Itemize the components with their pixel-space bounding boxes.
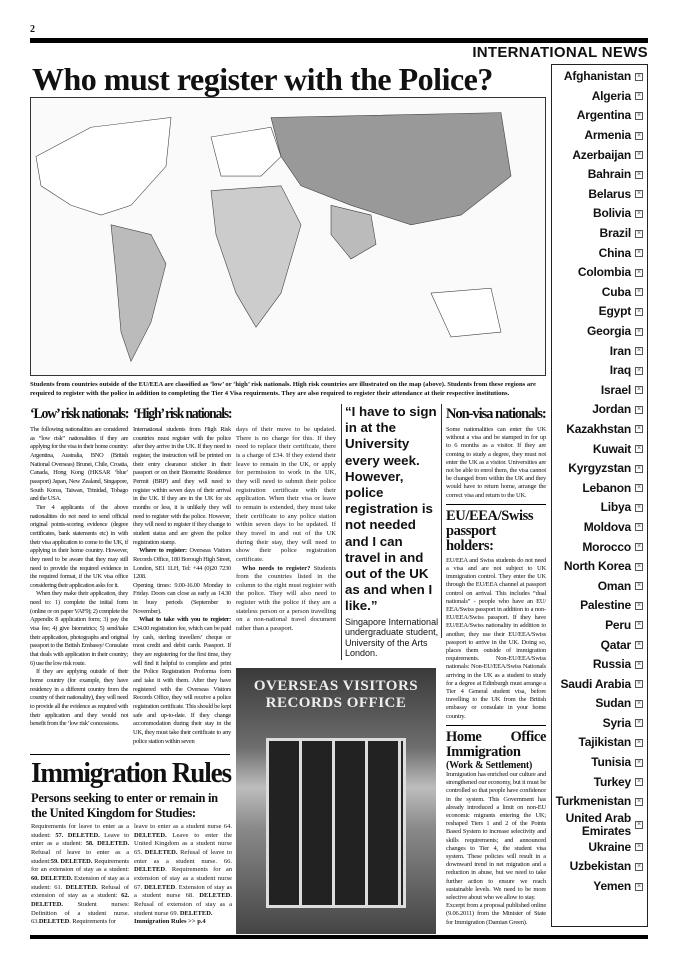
country-item [552, 87, 647, 107]
country-item [552, 185, 647, 205]
checkbox-icon: × [635, 523, 643, 531]
country-name: Uzbekistan [569, 859, 631, 874]
homeoffice-subheading: (Work & Settlement) [446, 759, 533, 771]
checkbox-icon: × [635, 190, 643, 198]
country-name: Armenia [584, 128, 631, 143]
checkbox-icon: × [635, 92, 643, 100]
checkbox-icon: × [635, 73, 643, 81]
country-name: United Arab Emirates [565, 810, 631, 838]
country-name: Israel [600, 382, 631, 397]
country-item [552, 341, 647, 361]
right-column [446, 406, 546, 927]
country-name: Palestine [580, 598, 631, 613]
country-item [552, 439, 647, 459]
country-name: Peru [605, 617, 631, 632]
checkbox-icon: × [635, 230, 643, 238]
checkbox-icon: × [635, 347, 643, 355]
country-name: Iran [609, 343, 631, 358]
checkbox-icon: × [635, 863, 643, 871]
country-item [552, 478, 647, 498]
checkbox-icon: × [635, 883, 643, 891]
map-graphic [31, 98, 545, 375]
country-name: Tajikistan [578, 735, 631, 750]
rules-heading: Immigration Rules [31, 758, 231, 789]
high-risk-country-list [551, 64, 648, 927]
country-name: Egypt [598, 304, 631, 319]
checkbox-icon: × [635, 719, 643, 727]
country-name: Turkey [593, 774, 631, 789]
label: Who needs to register? [242, 564, 311, 572]
quote-text: “I have to sign in at the University every week. However, police registration is not needed and I can travel in and out of the UK as and when I like.” [345, 404, 437, 614]
checkbox-icon: × [635, 465, 643, 473]
country-item [552, 812, 647, 838]
country-item [552, 772, 647, 792]
country-name: Georgia [587, 324, 631, 339]
country-name: Ukraine [588, 839, 631, 854]
country-item [552, 243, 647, 263]
checkbox-icon: × [635, 700, 643, 708]
checkbox-icon: × [635, 843, 643, 851]
country-item [552, 322, 647, 342]
bottom-rule [30, 935, 648, 939]
checkbox-icon: × [635, 445, 643, 453]
checkbox-icon: × [635, 759, 643, 767]
country-item [552, 596, 647, 616]
country-name: China [598, 245, 631, 260]
rules-column-2: leave to enter as a student nurse 64. DELETED. Leave to enter the United Kingdom as a student nurse 65. DELETED. Refusal of leave to enter as a student nurse. 66. DELETED. Requirements for an extension of stay as a student nurse 67. DELETED. Extension of stay as a student nurse 68. DELETED. Refusal of extension of stay as a student nurse 69. DELETED. Immigration Rules >> p.4 [134, 823, 233, 926]
quote-source: Singapore International undergraduate student, University of the Arts London. [345, 616, 439, 659]
checkbox-icon: × [635, 425, 643, 433]
checkbox-icon: × [635, 249, 643, 257]
country-item [552, 224, 647, 244]
country-item [552, 674, 647, 694]
label: Where to register: [139, 547, 187, 555]
country-name: Sudan [595, 696, 631, 711]
checkbox-icon: × [635, 621, 643, 629]
country-name: Lebanon [582, 480, 631, 495]
country-name: Oman [597, 578, 631, 593]
text: £34.00 registration fee, which can be paid by cash, sterling travellers’ cheque or most credit and debit cards. Passport. If they are registering for the first time, they will find it helpful to complete and print the Police Registration Proforma form and take it with them. After they have registered with the Overseas Visitors Records Office, they will receive a police registration certificate. This should be kept safe and up-to-date. If they change accommodation during their stay in the UK, they must take their certificate to any police station within seven [133, 625, 231, 745]
eu-heading: EU/EEA/Swiss passport holders: [446, 507, 534, 554]
checkbox-icon: × [635, 288, 643, 296]
country-item [552, 792, 647, 812]
homeoffice-heading: Home Office Immigration [446, 728, 546, 760]
country-name: Iraq [609, 363, 631, 378]
country-name: Colombia [577, 265, 631, 280]
country-item [552, 145, 647, 165]
country-item [552, 498, 647, 518]
paragraph: When they make their application, they need to: 1) complete the initial form (online or on paper VAF9); 2) complete the Appendix 8 application form; 3) pay the visa fee; 4) give biometrics; 5) send/take their application, photographs and original passport to the British Embassy/ Consulate that deals with application in their country; 6) use the low risk route. [30, 590, 128, 667]
checkbox-icon: × [635, 680, 643, 688]
paragraph [133, 616, 231, 746]
checkbox-icon: × [635, 778, 643, 786]
paragraph: Some nationalities can enter the UK without a visa and be stamped in for up to 6 months as a visitor. If they are coming to study a degree, they must not enter the UK as a visitor. Universities are not be able to enrol them, the visa cannot be changed from within the UK and they would have to return home, arrange the correct visa and return to the UK. [446, 426, 546, 499]
country-item [552, 420, 647, 440]
country-item [552, 694, 647, 714]
paragraph: Excerpt from a proposal published online (9.06.2011) from the Minister of State for Immigration (Damian Green). [446, 902, 546, 926]
country-name: Russia [592, 657, 631, 672]
top-rule [30, 38, 648, 43]
country-name: Kyrgyzstan [568, 461, 631, 476]
low-risk-heading: ‘Low’ risk nationals: [30, 406, 129, 422]
country-name: Saudi Arabia [560, 676, 631, 691]
country-name: North Korea [563, 559, 631, 574]
headline: Who must register with the Police? [32, 61, 493, 97]
checkbox-icon: × [635, 386, 643, 394]
nonvisa-heading: Non-visa nationals: [446, 406, 546, 422]
country-name: Bahrain [587, 167, 631, 182]
paragraph [236, 565, 336, 634]
checkbox-icon: × [635, 308, 643, 316]
checkbox-icon: × [635, 151, 643, 159]
country-item [552, 400, 647, 420]
checkbox-icon: × [635, 269, 643, 277]
divider [446, 725, 546, 726]
country-item [552, 616, 647, 636]
checkbox-icon: × [635, 641, 643, 649]
checkbox-icon: × [635, 328, 643, 336]
paragraph: If they are applying outside of their home country (for example, they have residency in a different country from the country of their nationality), they will need to provide all the evidence as required with their application and they would not benefit from the ‘low risk’ concessions. [30, 668, 128, 728]
country-item [552, 361, 647, 381]
paragraph: EU/EEA and Swiss students do not need a visa and are not subject to UK immigration control. They enter the UK through the EU/EEA channel at passport control on arrival. This includes “dual nationals” - people who have an EU/ EEA/Swiss passport in addition to a non-EU/EEA/Swiss passport. If they have EU/EEA/Swiss nationality in addition to another, they use their EU/EEA/Swiss passport to arrive in the UK. Doing so, places them outside of immigration requirements. Non-EU/EEA/Swiss nationals: Non-EU/EEA/Swiss Nationals arriving in the UK as a student to study for a degree at Edinburgh must arrange a Tier 4 General student visa, before travelling to the UK from the British embassy or consulate in your home country. [446, 556, 546, 720]
checkbox-icon: × [635, 367, 643, 375]
checkbox-icon: × [635, 112, 643, 120]
low-risk-column [30, 406, 128, 729]
checkbox-icon: × [635, 543, 643, 551]
checkbox-icon: × [635, 821, 643, 829]
country-name: Qatar [600, 637, 631, 652]
country-item [552, 557, 647, 577]
checkbox-icon: × [635, 798, 643, 806]
country-name: Bolivia [593, 206, 631, 221]
country-item [552, 655, 647, 675]
country-item [552, 753, 647, 773]
text: Students from the countries listed in the column to the right must register with the police. They will also need to register with the police if they are a stateless person or a person travelling on a non-national travel document rather than a passport. [236, 564, 336, 633]
paragraph: International students from High Risk countries must register with the police after they arrive in the UK. If they need to register, the instruction will be printed on their entry clearance sticker in their passport or on their Biometric Residence Permit (BRP) and they will need to register within seven days of their arrival in the UK. If they are in the UK for six months or less, it is unlikely they will need to register with the police. However, they will need to register if they change to student status and are given the police registration stamp. [133, 426, 231, 546]
checkbox-icon: × [635, 171, 643, 179]
checkbox-icon: × [635, 210, 643, 218]
office-photo [236, 668, 436, 934]
country-item [552, 838, 647, 858]
doorway [266, 738, 406, 908]
checkbox-icon: × [635, 739, 643, 747]
country-item [552, 126, 647, 146]
country-name: Belarus [588, 186, 631, 201]
country-name: Turkmenistan [555, 794, 631, 809]
country-name: Jordan [592, 402, 631, 417]
checkbox-icon: × [635, 661, 643, 669]
high-risk-column [133, 426, 231, 746]
paragraph: Immigration has enriched our culture and strengthened our economy, but it must be controlled so that people have confidence in the system. This Government has already introduced a limit on non-EU economic migrants entering the UK; reshaped Tiers 1 and 2 of the Points Based System to increase selectivity and skills requirements; and announced changes to Tier 4, the student visa system. These policies will result in a downward trend in net migration and a reduction in abuse, but we need to take further action to ensure we reach sustainable levels. We need to be more selective about who we allow to stay. [446, 770, 546, 901]
paragraph: Tier 4 applicants of the above nationalities do not need to send official original points-scoring evidence (degree certificates, bank statements etc) in with their visa application to come to the UK, if applying in their home country. However, they need to be aware that they may still need to provide the required evidence in the required format, if the UK visa office considering their application asks for it. [30, 503, 128, 589]
country-item [552, 283, 647, 303]
country-item [552, 263, 647, 283]
page-number: 2 [30, 24, 35, 35]
paragraph: days of their move to be updated. There is no charge for this. If they need to replace their certificate, there is a charge of £34. If they extend their leave to remain in the UK, or apply for permission to work in the UK, they will need to submit their police registration certificate with their application. When their visa or leave to remain is extended, they must take their certificate to any police station within seven days to be updated. If they travel in and out of the UK during their stay, they will need to show their police registration certificate. [236, 426, 336, 563]
country-item [552, 857, 647, 877]
country-name: Afghanistan [563, 69, 631, 84]
section-title: INTERNATIONAL NEWS [472, 44, 648, 61]
country-item [552, 204, 647, 224]
country-name: Libya [600, 500, 631, 515]
country-item [552, 877, 647, 897]
country-item [552, 518, 647, 538]
checkbox-icon: × [635, 406, 643, 414]
checkbox-icon: × [635, 132, 643, 140]
country-item [552, 576, 647, 596]
checkbox-icon: × [635, 504, 643, 512]
country-name: Kuwait [592, 441, 631, 456]
text: Overseas Visitors Records Office, 180 Borough High Street, London, SE1 1LH, Tel: +44 (0)20 7230 1208. [133, 547, 231, 581]
country-name: Tunisia [591, 755, 631, 770]
rules-subheading: Persons seeking to enter or remain in the United Kingdom for Studies: [31, 791, 218, 820]
country-name: Kazakhstan [566, 421, 631, 436]
country-item [552, 165, 647, 185]
high-risk-column-cont [236, 426, 336, 634]
country-name: Yemen [593, 879, 631, 894]
country-item [552, 381, 647, 401]
label: What to take with you to register: [139, 616, 231, 624]
country-item [552, 459, 647, 479]
checkbox-icon: × [635, 602, 643, 610]
country-name: Brazil [599, 226, 631, 241]
checkbox-icon: × [635, 582, 643, 590]
country-name: Algeria [591, 88, 631, 103]
checkbox-icon: × [635, 563, 643, 571]
paragraph: Opening times: 9.00-16.00 Monday to Friday. Doors can close as early as 14.30 in busy periods (September to November). [133, 581, 231, 615]
column-divider [441, 404, 442, 638]
photo-sign: OVERSEAS VISITORS RECORDS OFFICE [253, 678, 419, 711]
country-name: Moldova [583, 519, 631, 534]
country-name: Cuba [601, 284, 631, 299]
paragraph: The following nationalities are considered as “low risk” nationalities if they are applying for the visa in their home country: Argentina, Australia, BNO (British National Overseas) Brunei, Chile, Croatia, Canada, Hong Kong (HKSAR ‘blue’ passport) Japan, New Zealand, Singapore, South Korea, Taiwan, Trinidad, Tobago and the USA. [30, 426, 128, 503]
country-name: Azerbaijan [572, 147, 631, 162]
country-item [552, 302, 647, 322]
country-name: Morocco [582, 539, 631, 554]
country-item [552, 537, 647, 557]
divider [446, 504, 546, 505]
divider [30, 754, 230, 755]
paragraph [133, 547, 231, 582]
country-name: Argentina [576, 108, 631, 123]
country-item [552, 635, 647, 655]
country-name: Syria [602, 715, 631, 730]
checkbox-icon: × [635, 484, 643, 492]
country-item [552, 67, 647, 87]
world-map [30, 97, 546, 376]
rules-column-1: Requirements for leave to enter as a student: 57. DELETED. Leave to enter as a student: 58. DELETED. Refusal of leave to enter as a student:59. DELETED. Requirements for an extension of stay as a student: 60. DELETED. Extension of stay as a student: 61. DELETED. Refusal of extension of stay as a student: 62. DELETED. Student nurses: Definition of a student nurse. 63.DELETED. Requirements for [31, 823, 130, 926]
map-caption: Students from countries outside of the EU/EEA are classified as ‘low’ or ‘high’ risk nationals. High risk countries are illustrated on the map (above). Students from these regions are required to register with the police in addition to completing the Tier 4 Visa requirments. They are also required to register their attendance at their respective institutions. [30, 381, 536, 397]
country-item [552, 106, 647, 126]
country-item [552, 714, 647, 734]
country-item [552, 733, 647, 753]
pull-quote [341, 404, 440, 659]
high-risk-heading: ‘High’ risk nationals: [133, 406, 232, 422]
